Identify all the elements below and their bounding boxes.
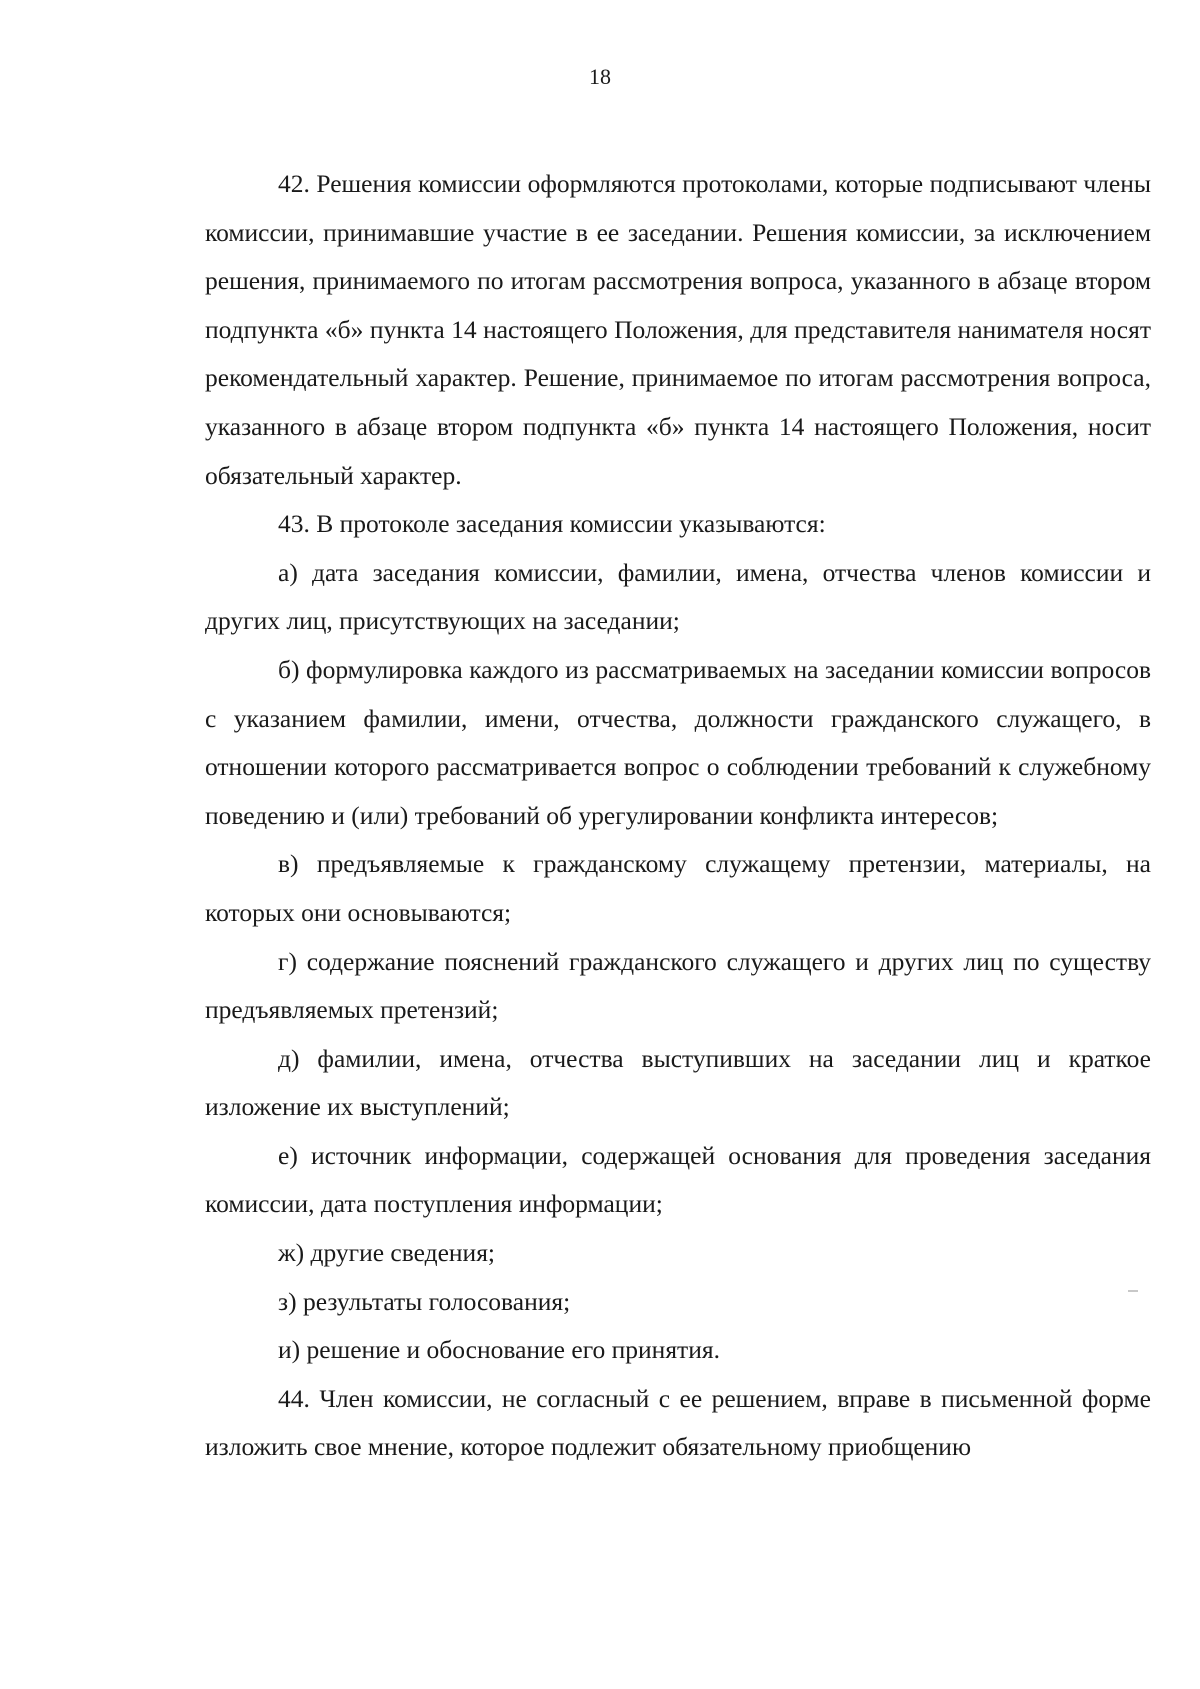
list-item-g: г) содержание пояснений гражданского служащего и других лиц по существу предъявляемых претензий; xyxy=(205,946,1151,1025)
paragraph-44: 44. Член комиссии, не согласный с ее решением, вправе в письменной форме изложить свое мнение, которое подлежит обязательному приобщению xyxy=(205,1383,1151,1462)
list-item-i: и) решение и обоснование его принятия. xyxy=(278,1335,720,1365)
list-item-e: е) источник информации, содержащей основания для проведения заседания комиссии, дата поступления информации; xyxy=(205,1140,1151,1219)
scan-artifact xyxy=(1128,1290,1138,1292)
list-item-a: а) дата заседания комиссии, фамилии, имена, отчества членов комиссии и других лиц, присутствующих на заседании; xyxy=(205,557,1151,636)
list-item-v: в) предъявляемые к гражданскому служащему претензии, материалы, на которых они основываются; xyxy=(205,849,1151,927)
list-item-d: д) фамилии, имена, отчества выступивших на заседании лиц и краткое изложение их выступлений; xyxy=(205,1043,1151,1122)
list-item-zh: ж) другие сведения; xyxy=(278,1238,496,1268)
paragraph-42: 42. Решения комиссии оформляются протоколами, которые подписывают члены комиссии, принимавшие участие в ее заседании. Решения комиссии, за исключением решения, принимаемого по итогам рассмотрения вопроса, указанного в абзаце втором подпункта «б» пункта 14 настоящего Положения, для представителя нанимателя носят рекомендательный характер. Решение, принимаемое по итогам рассмотрения вопроса, указанного в абзаце втором подпункта «б» пункта 14 настоящего Положения, носит обязательный характер. xyxy=(205,169,1151,490)
list-item-z: з) результаты голосования; xyxy=(278,1286,571,1316)
list-item-b: б) формулировка каждого из рассматриваемых на заседании комиссии вопросов с указанием фамилии, имени, отчества, должности гражданского служащего, в отношении которого рассматривается вопрос о соблюдении требований к служебному поведению и (или) требований об урегулировании конфликта интересов; xyxy=(205,654,1151,830)
page-number: 18 xyxy=(589,64,611,89)
paragraph-43: 43. В протоколе заседания комиссии указываются: xyxy=(278,509,826,539)
document-body xyxy=(205,160,1151,1472)
